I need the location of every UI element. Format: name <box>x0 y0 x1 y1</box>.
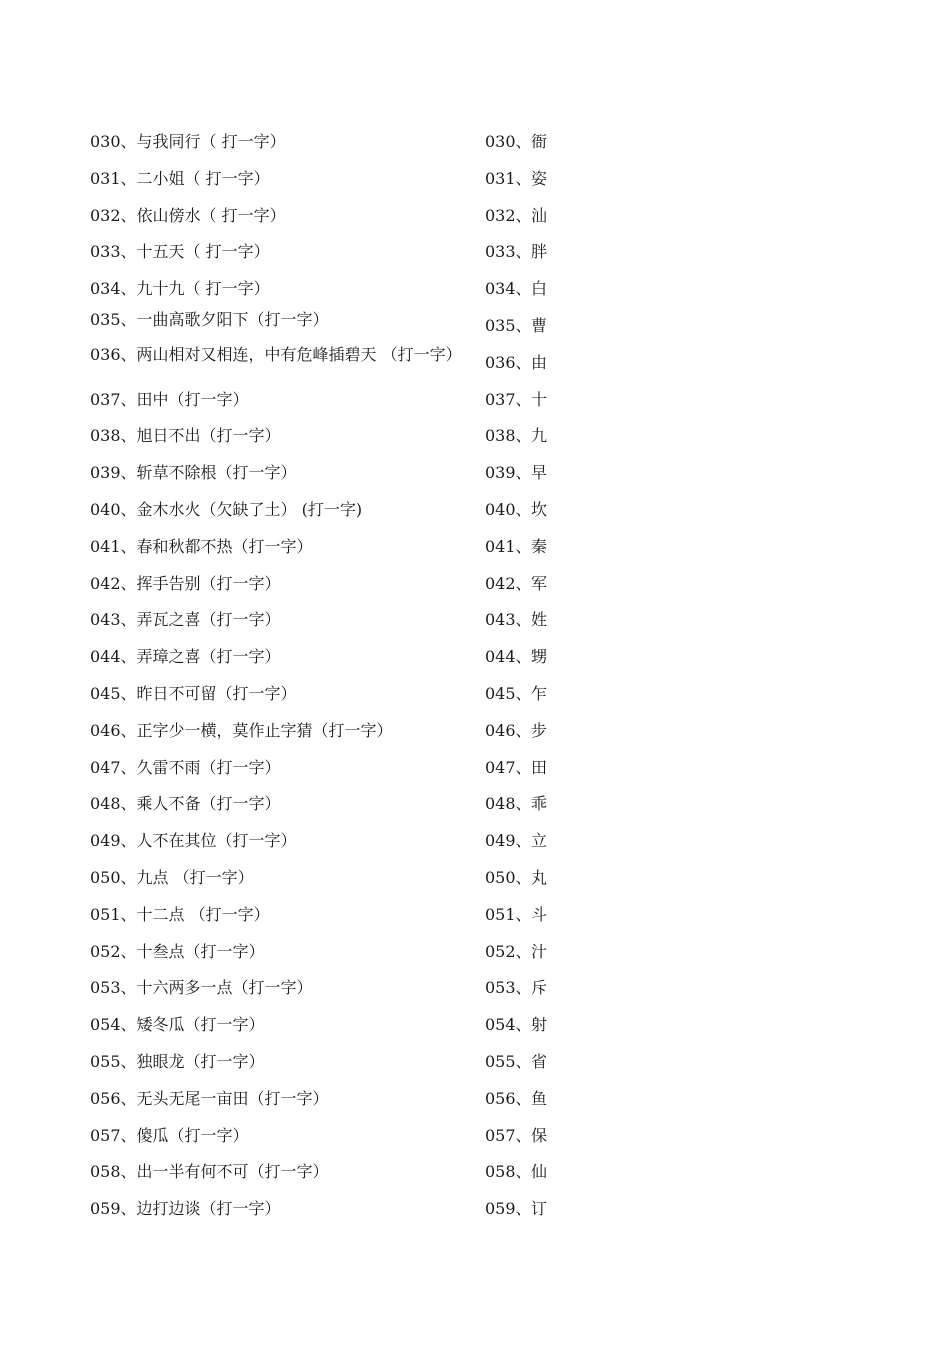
riddle-question: 048、乘人不备（打一字） <box>90 794 281 814</box>
answer-number: 049、 <box>485 831 532 851</box>
answer-character: 衙 <box>531 132 548 151</box>
answer-character: 省 <box>531 1052 548 1071</box>
riddle-row <box>0 168 950 194</box>
answer-number: 033、 <box>485 242 532 262</box>
riddle-question: 049、人不在其位（打一字） <box>90 831 297 851</box>
riddle-answer <box>485 683 547 705</box>
riddle-row <box>0 941 950 967</box>
riddle-question: 035、一曲高歌夕阳下（打一字） <box>90 310 329 329</box>
answer-number: 058、 <box>485 1162 532 1182</box>
riddle-question: 033、十五天（ 打一字） <box>90 242 270 262</box>
answer-number: 044、 <box>485 647 532 667</box>
riddle-answer <box>485 1198 547 1220</box>
riddle-answer <box>485 1014 547 1036</box>
answer-character: 乍 <box>531 684 548 703</box>
answer-number: 057、 <box>485 1125 532 1145</box>
riddle-row <box>0 573 950 599</box>
answer-number: 042、 <box>485 573 532 593</box>
answer-number: 031、 <box>485 168 532 188</box>
answer-number: 041、 <box>485 536 532 556</box>
answer-number: 030、 <box>485 132 532 151</box>
answer-character: 鱼 <box>531 1088 548 1108</box>
answer-character: 由 <box>531 352 548 372</box>
riddle-row <box>0 241 950 267</box>
riddle-row <box>0 720 950 746</box>
riddle-row <box>0 1198 950 1224</box>
riddle-row <box>0 683 950 709</box>
riddle-row <box>0 1125 950 1151</box>
answer-character: 白 <box>531 279 548 299</box>
riddle-answer <box>485 793 547 815</box>
riddle-answer <box>485 205 547 227</box>
answer-number: 055、 <box>485 1052 532 1071</box>
answer-number: 036、 <box>485 352 532 372</box>
answer-character: 十 <box>531 389 548 409</box>
riddle-answer <box>485 720 547 742</box>
answer-character: 步 <box>531 720 548 740</box>
riddle-row <box>0 499 950 525</box>
answer-character: 丸 <box>531 868 548 887</box>
riddle-answer <box>485 278 547 300</box>
riddle-row <box>0 131 950 157</box>
riddle-question: 054、矮冬瓜（打一字） <box>90 1015 265 1035</box>
riddle-row <box>0 757 950 783</box>
riddle-row <box>0 462 950 488</box>
riddle-answer <box>485 315 547 337</box>
riddle-question: 052、十叁点（打一字） <box>90 941 265 961</box>
riddle-row <box>0 646 950 672</box>
riddle-question: 059、边打边谈（打一字） <box>90 1199 281 1219</box>
answer-number: 048、 <box>485 794 532 814</box>
answer-character: 射 <box>531 1015 548 1035</box>
answer-number: 045、 <box>485 684 532 703</box>
riddle-row <box>0 278 950 304</box>
riddle-answer <box>485 573 547 595</box>
riddle-answer <box>485 867 547 889</box>
answer-character: 姓 <box>531 610 548 630</box>
answer-number: 037、 <box>485 389 532 409</box>
riddle-question: 038、旭日不出（打一字） <box>90 426 281 446</box>
riddle-answer <box>485 536 547 558</box>
riddle-row <box>0 310 950 341</box>
riddle-question: 042、挥手告别（打一字） <box>90 573 281 593</box>
riddle-row <box>0 867 950 893</box>
answer-number: 039、 <box>485 463 532 483</box>
riddle-answer <box>485 131 547 153</box>
riddle-row <box>0 425 950 451</box>
answer-character: 姿 <box>531 168 548 188</box>
riddle-row <box>0 1088 950 1114</box>
answer-number: 034、 <box>485 279 532 299</box>
riddle-question: 044、弄璋之喜（打一字） <box>90 647 281 667</box>
riddle-question: 034、九十九（ 打一字） <box>90 279 270 299</box>
riddle-answer <box>485 241 547 263</box>
answer-number: 052、 <box>485 941 532 961</box>
answer-number: 047、 <box>485 757 532 777</box>
answer-number: 054、 <box>485 1015 532 1035</box>
riddle-row <box>0 1161 950 1187</box>
riddle-question: 036、两山相对又相连，中有危峰插碧天 （打一字） <box>90 344 462 364</box>
answer-character: 汕 <box>531 205 548 225</box>
riddle-row <box>0 536 950 562</box>
answer-character: 订 <box>531 1199 548 1219</box>
riddle-answer <box>485 941 547 963</box>
answer-number: 050、 <box>485 868 532 887</box>
riddle-answer <box>485 168 547 190</box>
riddle-answer <box>485 830 547 852</box>
riddle-row <box>0 793 950 819</box>
riddle-question: 046、正字少一横，莫作止字猜（打一字） <box>90 720 393 740</box>
answer-character: 仙 <box>531 1162 548 1182</box>
riddle-row <box>0 830 950 856</box>
riddle-question: 037、田中（打一字） <box>90 389 249 409</box>
riddle-answer <box>485 1125 547 1147</box>
riddle-row <box>0 205 950 231</box>
riddle-answer <box>485 904 547 926</box>
answer-character: 胖 <box>531 242 548 262</box>
answer-character: 立 <box>531 831 548 851</box>
riddle-question: 043、弄瓦之喜（打一字） <box>90 610 281 630</box>
answer-character: 甥 <box>531 647 548 667</box>
riddle-row <box>0 344 950 378</box>
answer-character: 早 <box>531 463 548 483</box>
riddle-row <box>0 977 950 1003</box>
answer-character: 汁 <box>531 941 548 961</box>
riddle-answer <box>485 757 547 779</box>
answer-number: 056、 <box>485 1088 532 1108</box>
answer-number: 059、 <box>485 1199 532 1219</box>
riddle-answer <box>485 462 547 484</box>
riddle-answer <box>485 1161 547 1183</box>
riddle-question: 057、傻瓜（打一字） <box>90 1125 249 1145</box>
answer-character: 田 <box>531 757 548 777</box>
riddle-row <box>0 1051 950 1077</box>
riddle-answer <box>485 977 547 999</box>
riddle-answer <box>485 352 547 374</box>
answer-character: 斗 <box>531 904 548 924</box>
answer-character: 曹 <box>531 316 548 335</box>
riddle-answer <box>485 425 547 447</box>
riddle-question: 030、与我同行（ 打一字） <box>90 132 286 151</box>
riddle-row <box>0 389 950 415</box>
riddle-row <box>0 904 950 930</box>
riddle-question: 058、出一半有何不可（打一字） <box>90 1162 329 1182</box>
riddle-question: 055、独眼龙（打一字） <box>90 1052 265 1071</box>
riddle-question: 032、依山傍水（ 打一字） <box>90 205 286 225</box>
answer-number: 046、 <box>485 720 532 740</box>
riddle-answer <box>485 1088 547 1110</box>
answer-number: 043、 <box>485 610 532 630</box>
riddle-question: 053、十六两多一点（打一字） <box>90 978 313 998</box>
riddle-question: 056、无头无尾一亩田（打一字） <box>90 1088 329 1108</box>
riddle-answer <box>485 609 547 631</box>
answer-number: 035、 <box>485 316 532 335</box>
riddle-row <box>0 609 950 635</box>
riddle-row <box>0 1014 950 1040</box>
answer-character: 坎 <box>531 500 548 519</box>
answer-character: 斥 <box>531 978 548 998</box>
riddle-question: 039、斩草不除根（打一字） <box>90 463 297 483</box>
answer-character: 九 <box>531 426 548 446</box>
answer-character: 保 <box>531 1125 548 1145</box>
answer-number: 038、 <box>485 426 532 446</box>
riddle-question: 051、十二点 （打一字） <box>90 904 270 924</box>
answer-number: 032、 <box>485 205 532 225</box>
answer-character: 军 <box>531 573 548 593</box>
riddle-question: 047、久雷不雨（打一字） <box>90 757 281 777</box>
riddle-answer <box>485 1051 547 1073</box>
riddle-answer <box>485 646 547 668</box>
riddle-question: 031、二小姐（ 打一字） <box>90 168 270 188</box>
riddle-question: 045、昨日不可留（打一字） <box>90 684 297 703</box>
riddle-question: 050、九点 （打一字） <box>90 868 254 887</box>
answer-number: 040、 <box>485 500 532 519</box>
riddle-answer <box>485 389 547 411</box>
answer-number: 051、 <box>485 904 532 924</box>
riddle-answer <box>485 499 547 521</box>
answer-character: 乖 <box>531 794 548 814</box>
answer-character: 秦 <box>531 536 548 556</box>
riddle-question: 040、金木水火（欠缺了土） (打一字) <box>90 500 363 519</box>
riddle-question: 041、春和秋都不热（打一字） <box>90 536 313 556</box>
answer-number: 053、 <box>485 978 532 998</box>
